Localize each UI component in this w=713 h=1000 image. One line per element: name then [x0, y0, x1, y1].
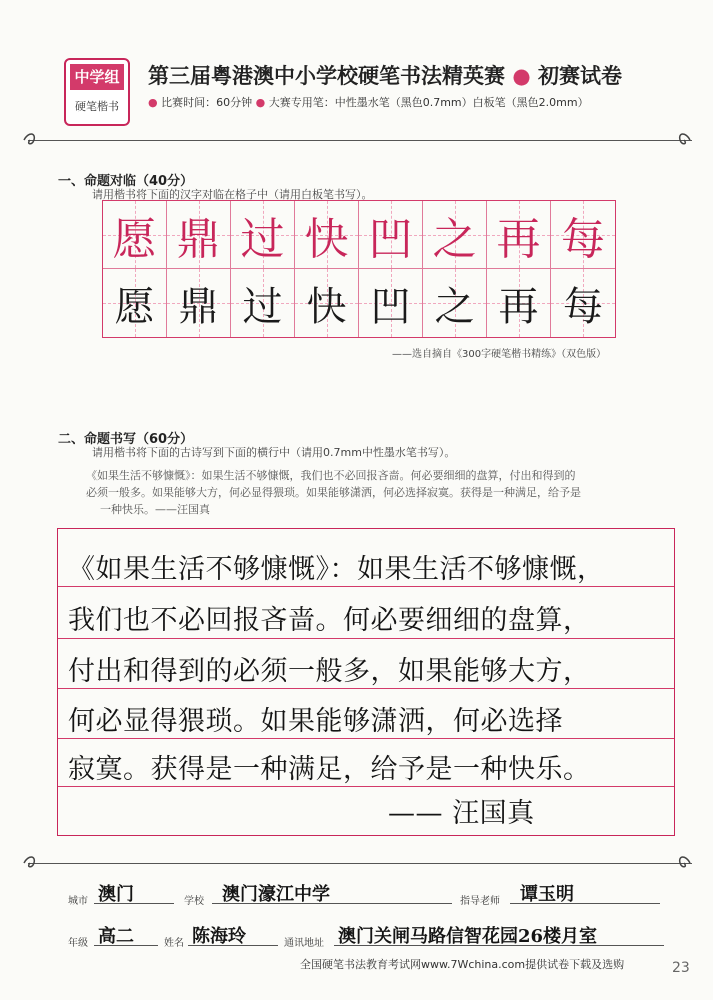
section2-instruction: 请用楷书将下面的古诗写到下面的横行中（请用0.7mm中性墨水笔书写）。 — [92, 446, 456, 459]
copied-char: 凹 — [370, 283, 411, 330]
model-char: 快 — [304, 213, 349, 265]
copied-char-cell — [231, 269, 295, 337]
source-citation: ——选自摘自《300字硬笔楷书精练》（双色版） — [392, 349, 607, 360]
written-line: 我们也不必回报吝啬。何必要细细的盘算， — [68, 605, 591, 636]
badge-category-label: 硬笔楷书 — [75, 100, 119, 113]
teacher-label: 指导老师 — [460, 896, 500, 907]
section2-heading: 二、命题书写（60分） — [58, 432, 194, 447]
section1-instruction: 请用楷书将下面的汉字对临在格子中（请用白板笔书写）。 — [92, 188, 373, 201]
model-char: 之 — [432, 213, 477, 265]
info-dot-2: ● — [255, 96, 266, 109]
right-scroll-ornament-icon — [670, 854, 692, 872]
written-line: 寂寞。获得是一种满足，给予是一种快乐。 — [68, 754, 591, 785]
school-underline — [212, 903, 452, 904]
address-label: 通讯地址 — [284, 938, 324, 949]
teacher-value: 谭玉明 — [520, 884, 574, 905]
address-underline — [334, 945, 664, 946]
footer-divider — [28, 863, 692, 864]
writing-rule — [58, 786, 674, 787]
copied-char-cell — [167, 269, 231, 337]
writing-rule — [58, 638, 674, 639]
badge-group-label: 中学组 — [70, 64, 124, 90]
title-sub: 初赛试卷 — [537, 64, 622, 88]
grade-underline — [94, 945, 158, 946]
title-main: 第三届粤港澳中小学校硬笔书法精英赛 — [148, 64, 505, 88]
page-title — [148, 60, 622, 90]
copied-char: 再 — [498, 283, 539, 330]
city-value: 澳门 — [98, 884, 134, 905]
poem-text — [86, 467, 656, 518]
copied-char-cell — [423, 269, 487, 337]
written-line: 《如果生活不够慷慨》：如果生活不够慷慨， — [68, 554, 605, 585]
teacher-underline — [510, 903, 660, 904]
model-char: 过 — [240, 213, 285, 265]
copy-grid — [102, 200, 616, 338]
written-line: 何必显得猥琐。如果能够潇洒，何必选择 — [68, 706, 563, 737]
page-mark: 23 — [672, 960, 690, 976]
copied-char-cell — [295, 269, 359, 337]
right-scroll-ornament-icon — [670, 131, 692, 149]
model-char-cell — [295, 201, 359, 269]
school-label: 学校 — [184, 896, 204, 907]
copied-char: 愿 — [114, 283, 155, 330]
name-label: 姓名 — [164, 938, 184, 949]
model-char: 愿 — [112, 213, 157, 265]
copied-char-cell — [487, 269, 551, 337]
left-scroll-ornament-icon — [22, 131, 44, 149]
header-divider — [28, 140, 692, 141]
name-value: 陈海玲 — [192, 926, 246, 947]
model-char: 每 — [561, 213, 605, 265]
writing-rule — [58, 688, 674, 689]
copied-char-cell — [359, 269, 423, 337]
grade-label: 年级 — [68, 938, 88, 949]
grade-value: 高二 — [98, 926, 134, 947]
copied-char: 每 — [563, 283, 603, 330]
poem-line: 一种快乐。——汪国真 — [100, 503, 210, 516]
model-char: 凹 — [368, 213, 413, 265]
copied-char: 之 — [434, 283, 475, 330]
model-char-cell — [103, 201, 167, 269]
copied-char-cell — [551, 269, 615, 337]
copied-char-cell — [103, 269, 167, 337]
copied-char: 鼎 — [178, 283, 219, 330]
title-dot: ● — [512, 64, 531, 88]
written-line: 付出和得到的必须一般多，如果能够大方， — [68, 656, 591, 687]
exam-time: 比赛时间：60分钟 — [161, 96, 253, 109]
model-char-cell — [167, 201, 231, 269]
model-char-cell — [423, 201, 487, 269]
copied-char: 过 — [242, 283, 283, 330]
model-char: 鼎 — [176, 213, 221, 265]
writing-rule — [58, 738, 674, 739]
model-char-cell — [359, 201, 423, 269]
group-badge — [64, 58, 130, 126]
writing-box — [57, 528, 675, 836]
model-char-cell — [551, 201, 615, 269]
footer-text: 全国硬笔书法教育考试网www.7Wchina.com提供试卷下载及选购 — [300, 958, 625, 971]
exam-info — [148, 94, 589, 110]
poem-line: 必须一般多。如果能够大方，何必显得猥琐。如果能够潇洒，何必选择寂寞。获得是一种满足，给予是 — [86, 486, 581, 499]
address-value: 澳门关闸马路信智花园26楼月室 — [338, 926, 598, 947]
model-char: 再 — [496, 213, 541, 265]
section1-heading: 一、命题对临（40分） — [58, 174, 194, 189]
poem-line: 《如果生活不够慷慨》：如果生活不够慷慨，我们也不必回报吝啬。何必要细细的盘算，付出和得到的 — [86, 469, 576, 482]
info-dot-1: ● — [148, 96, 158, 109]
name-underline — [188, 945, 278, 946]
model-char-cell — [487, 201, 551, 269]
copied-char: 快 — [306, 283, 347, 330]
writing-rule — [58, 586, 674, 587]
city-underline — [94, 903, 174, 904]
written-signature: —— 汪国真 — [388, 798, 535, 829]
exam-pens: 大赛专用笔：中性墨水笔（黑色0.7mm）白板笔（黑色2.0mm） — [268, 96, 589, 109]
city-label: 城市 — [68, 896, 88, 907]
school-value: 澳门濠江中学 — [222, 884, 330, 905]
model-char-cell — [231, 201, 295, 269]
left-scroll-ornament-icon — [22, 854, 44, 872]
